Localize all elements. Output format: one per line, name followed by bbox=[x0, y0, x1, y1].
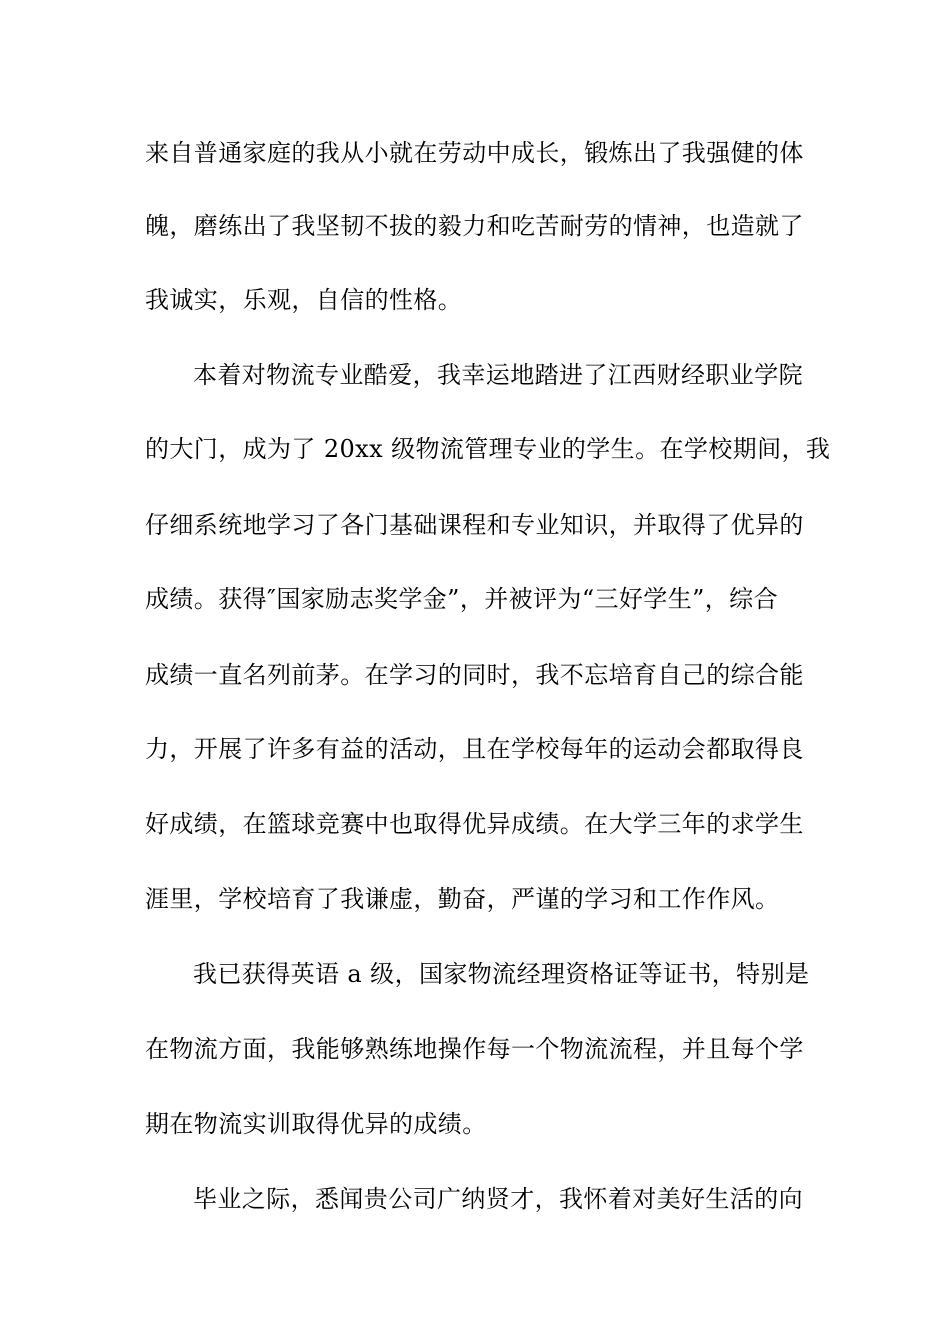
text-line: 我诚实，乐观，自信的性格。 bbox=[145, 286, 463, 314]
paragraph-first-line: 毕业之际，悉闻贵公司广纳贤才，我怀着对美好生活的向 bbox=[193, 1185, 803, 1213]
text-line: 魄，磨练出了我坚韧不拔的毅力和吃苦耐劳的情神，也造就了 bbox=[145, 212, 804, 240]
text-line: 力，开展了许多有益的活动，且在学校每年的运动会都取得良 bbox=[145, 735, 804, 763]
paragraph-first-line: 本着对物流专业酷爱，我幸运地踏进了江西财经职业学院 bbox=[193, 361, 803, 389]
text-line: 的大门，成为了 20xx 级物流管理专业的学生。在学校期间，我 bbox=[145, 435, 831, 463]
text-line: 仔细系统地学习了各门基础课程和专业知识，并取得了优异的 bbox=[145, 511, 804, 539]
text-line: 在物流方面，我能够熟练地操作每一个物流流程，并且每个学 bbox=[145, 1035, 804, 1063]
text-line: 来自普通家庭的我从小就在劳动中成长，锻炼出了我强健的体 bbox=[145, 139, 804, 167]
text-line: 涯里，学校培育了我谦虚，勤奋，严谨的学习和工作作风。 bbox=[145, 885, 780, 913]
text-line: 期在物流实训取得优异的成绩。 bbox=[145, 1110, 487, 1138]
paragraph-first-line: 我已获得英语 a 级，国家物流经理资格证等证书，特别是 bbox=[193, 960, 810, 988]
text-line: 成绩一直名列前茅。在学习的同时，我不忘培育自己的综合能 bbox=[145, 661, 804, 689]
text-line: 好成绩，在篮球竞赛中也取得优异成绩。在大学三年的求学生 bbox=[145, 810, 804, 838]
text-line: 成绩。获得″国家励志奖学金”，并被评为“三好学生”，综合 bbox=[145, 585, 778, 613]
